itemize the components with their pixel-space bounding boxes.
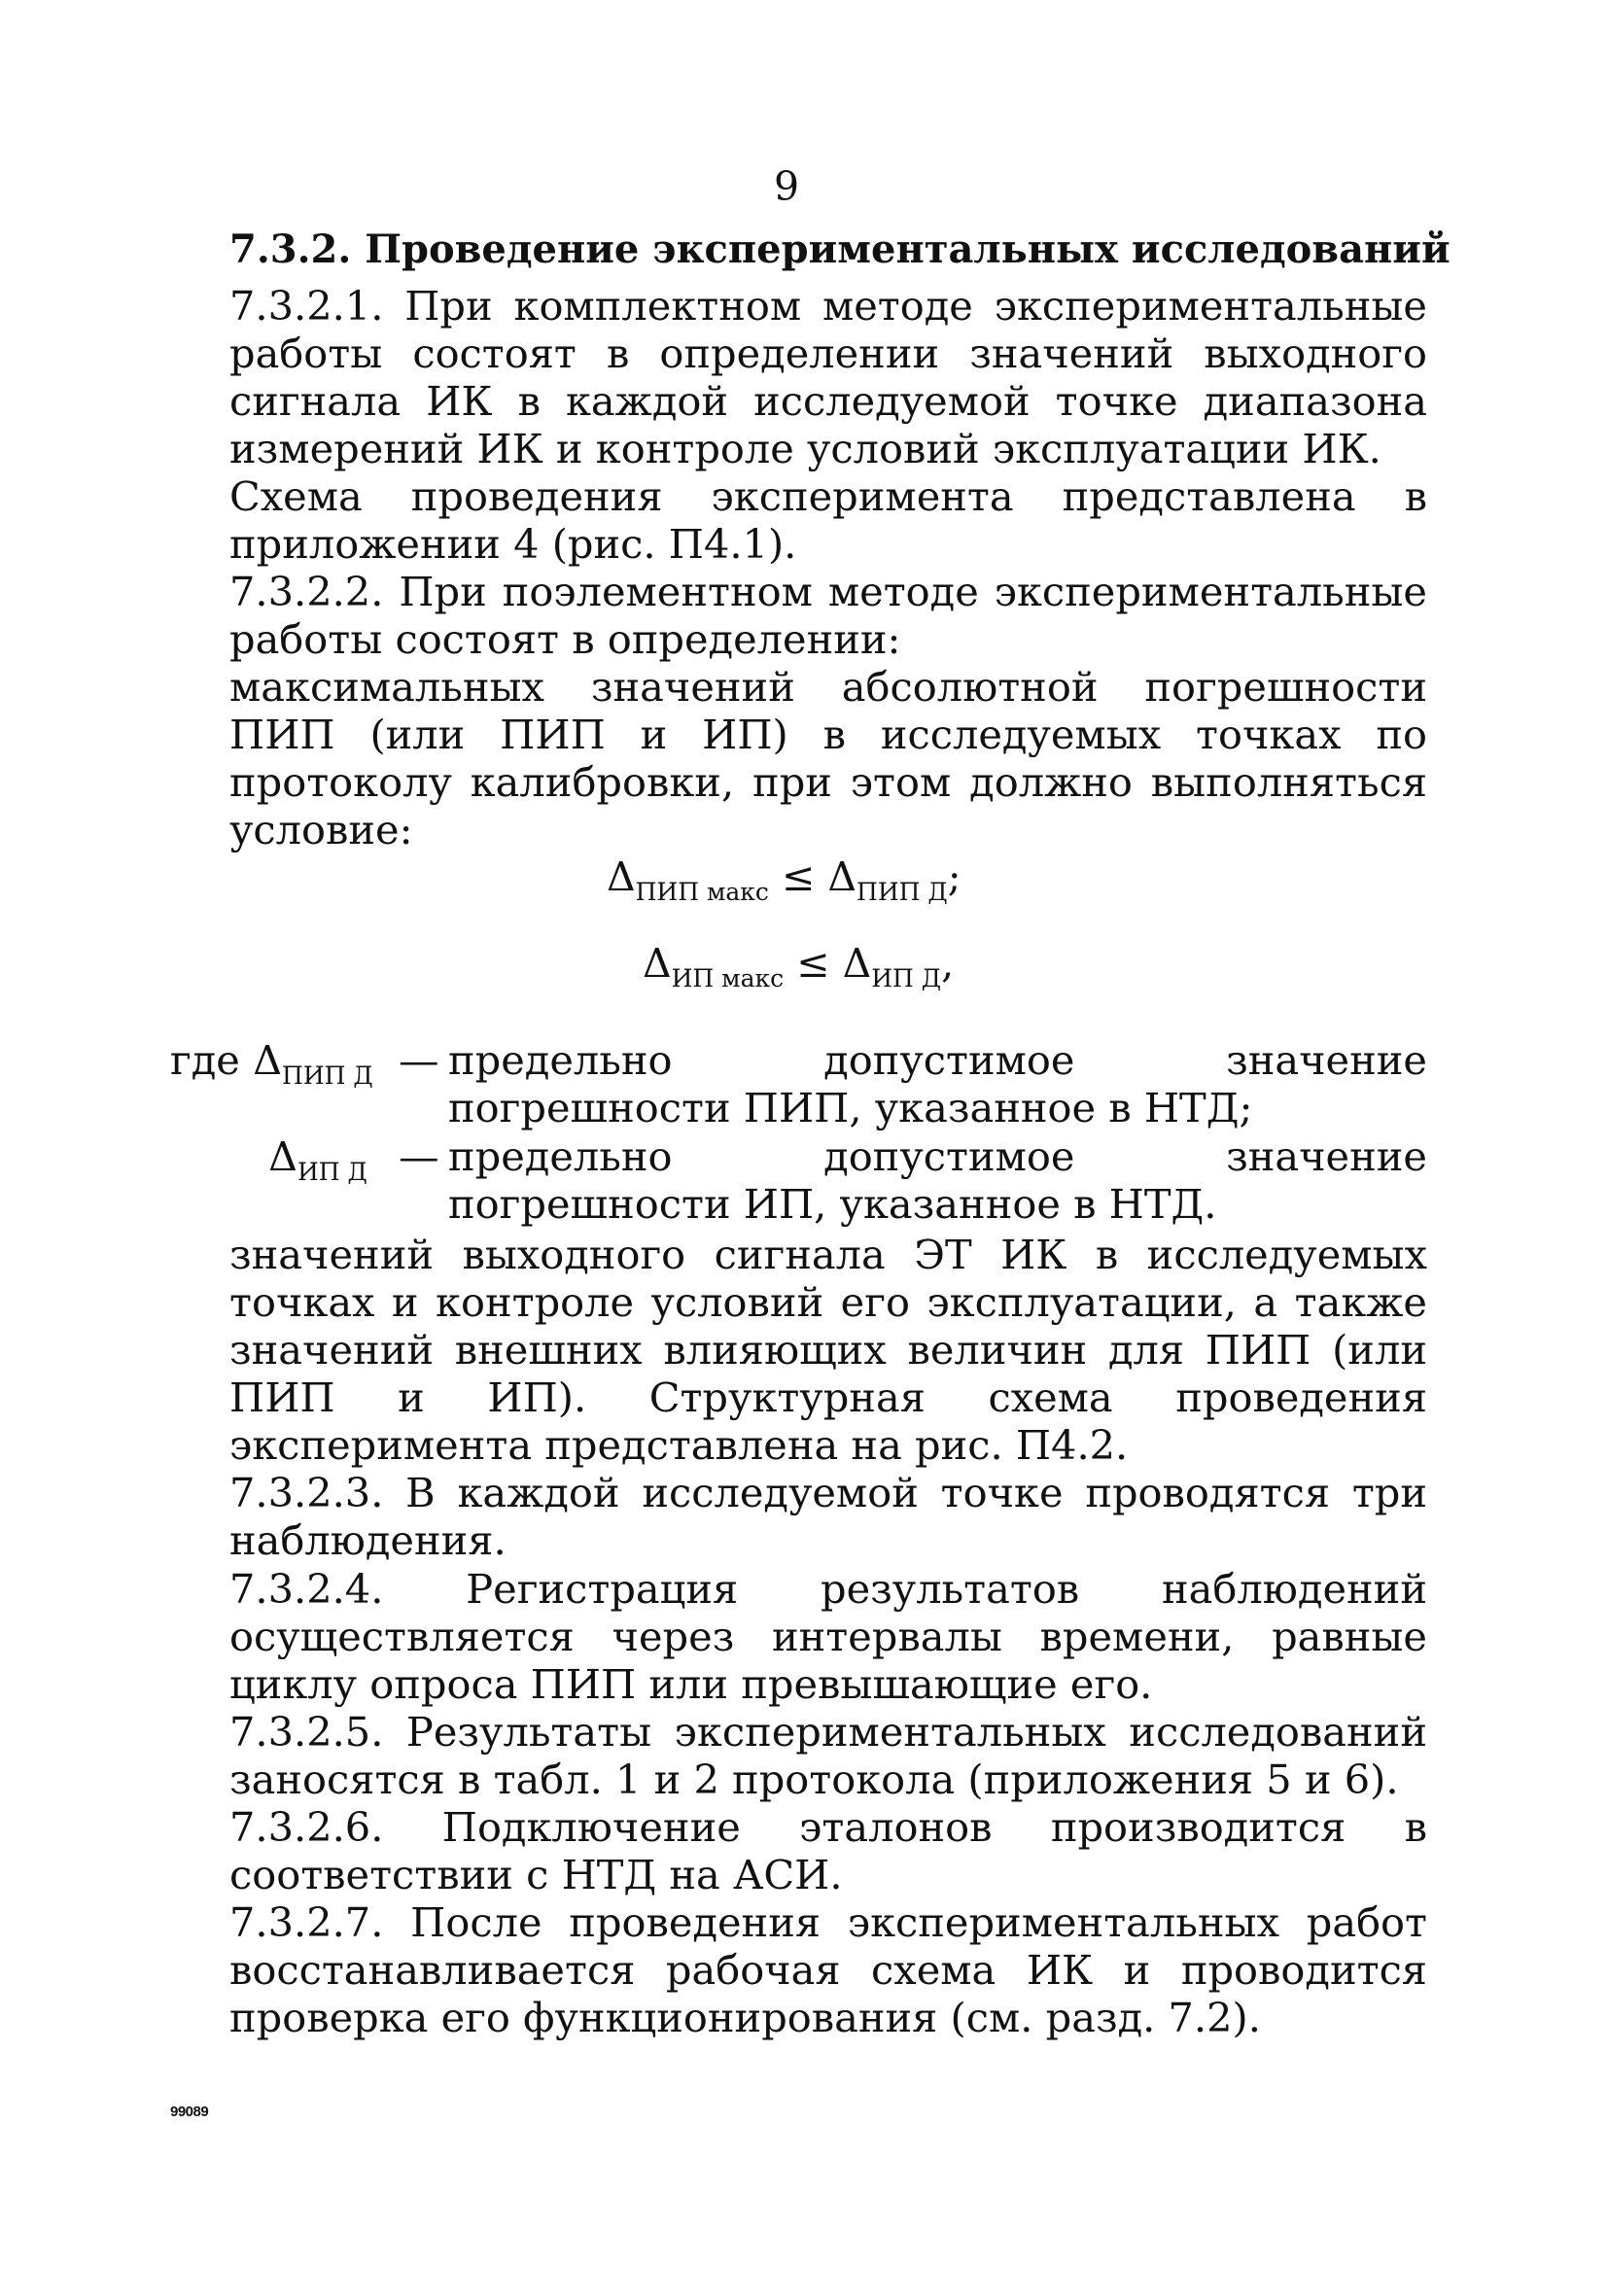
paragraph-output-values [229, 1231, 1427, 1469]
delta-symbol: Δ [842, 940, 872, 987]
definition-text: предельно допустимое значение погрешности ПИП, указанное в НТД; [448, 1036, 1427, 1131]
delta-symbol: Δ [253, 1036, 283, 1084]
paragraph-text: 7.3.2.7. После проведения экспериментальных работ восстанавливается рабочая схема ИК и проводится проверка его функционирования (см. разд. 7.2). [229, 1898, 1427, 2041]
paragraph-text: Схема проведения эксперимента представлена в приложении 4 (рис. П4.1). [229, 472, 1427, 568]
delta-symbol: Δ [607, 853, 636, 900]
paragraph-text: 7.3.2.3. В каждой исследуемой точке проводятся три наблюдения. [229, 1469, 1427, 1564]
definition-ip [0, 1132, 1608, 1230]
section-heading: 7.3.2. Проведение экспериментальных исследований [229, 226, 1451, 272]
paragraph-7-3-2-4 [229, 1565, 1427, 1708]
page-number: 9 [773, 163, 800, 210]
formula-punctuation: ; [947, 853, 961, 900]
paragraph-text: значений выходного сигнала ЭТ ИК в исследуемых точках и контроле условий его эксплуатации, а также значений внешних влияющих величин для ПИП (или ПИП и ИП). Структурная схема проведения эксперимента представлена на рис. П4.2. [229, 1231, 1427, 1469]
less-equal-operator: ≤ [796, 940, 830, 987]
formula-pip [607, 853, 961, 906]
delta-symbol: Δ [268, 1132, 297, 1180]
formula-ip [643, 940, 954, 992]
delta-symbol: Δ [643, 940, 672, 987]
paragraph-7-3-2-7 [229, 1898, 1427, 2041]
paragraph-text: 7.3.2.5. Результаты экспериментальных исследований заносятся в табл. 1 и 2 протокола (приложения 5 и 6). [229, 1708, 1427, 1803]
definition-term [170, 1036, 373, 1090]
paragraph-scheme [229, 472, 1427, 568]
definition-subscript: ИП Д [297, 1158, 367, 1186]
definition-text: предельно допустимое значение погрешности ИП, указанное в НТД. [448, 1132, 1427, 1228]
formula-subscript: ПИП Д [856, 878, 948, 906]
paragraph-7-3-2-6 [229, 1803, 1427, 1898]
less-equal-operator: ≤ [782, 853, 816, 900]
paragraph-text: максимальных значений абсолютной погрешности ПИП (или ПИП и ИП) в исследуемых точках по протоколу калибровки, при этом должно выполняться условие: [229, 663, 1427, 853]
paragraph-max-values [229, 663, 1427, 853]
paragraph-7-3-2-1 [229, 282, 1427, 472]
definition-dash: — [399, 1036, 439, 1084]
formula-subscript: ИП Д [871, 964, 942, 992]
formula-subscript: ПИП макс [635, 878, 769, 906]
where-label: где [170, 1036, 240, 1084]
definition-term [268, 1132, 367, 1186]
formula-subscript: ИП макс [671, 964, 785, 992]
paragraph-7-3-2-2 [229, 568, 1427, 663]
delta-symbol: Δ [827, 853, 857, 900]
definition-subscript: ПИП Д [282, 1061, 373, 1090]
paragraph-text: 7.3.2.2. При поэлементном методе экспериментальные работы состоят в определении: [229, 568, 1427, 663]
paragraph-text: 7.3.2.1. При комплектном методе экспериментальные работы состоят в определении значений выходного сигнала ИК в каждой исследуемой точке диапазона измерений ИК и контроле условий эксплуатации ИК. [229, 282, 1427, 472]
paragraph-text: 7.3.2.4. Регистрация результатов наблюдений осуществляется через интервалы времени, равные циклу опроса ПИП или превышающие его. [229, 1565, 1427, 1708]
paragraph-7-3-2-3 [229, 1469, 1427, 1564]
formula-punctuation: , [941, 940, 955, 987]
footer-code: 99089 [170, 2104, 209, 2120]
definition-pip [0, 1036, 1608, 1133]
paragraph-7-3-2-5 [229, 1708, 1427, 1803]
definition-dash: — [399, 1132, 439, 1180]
paragraph-text: 7.3.2.6. Подключение эталонов производится в соответствии с НТД на АСИ. [229, 1803, 1427, 1898]
